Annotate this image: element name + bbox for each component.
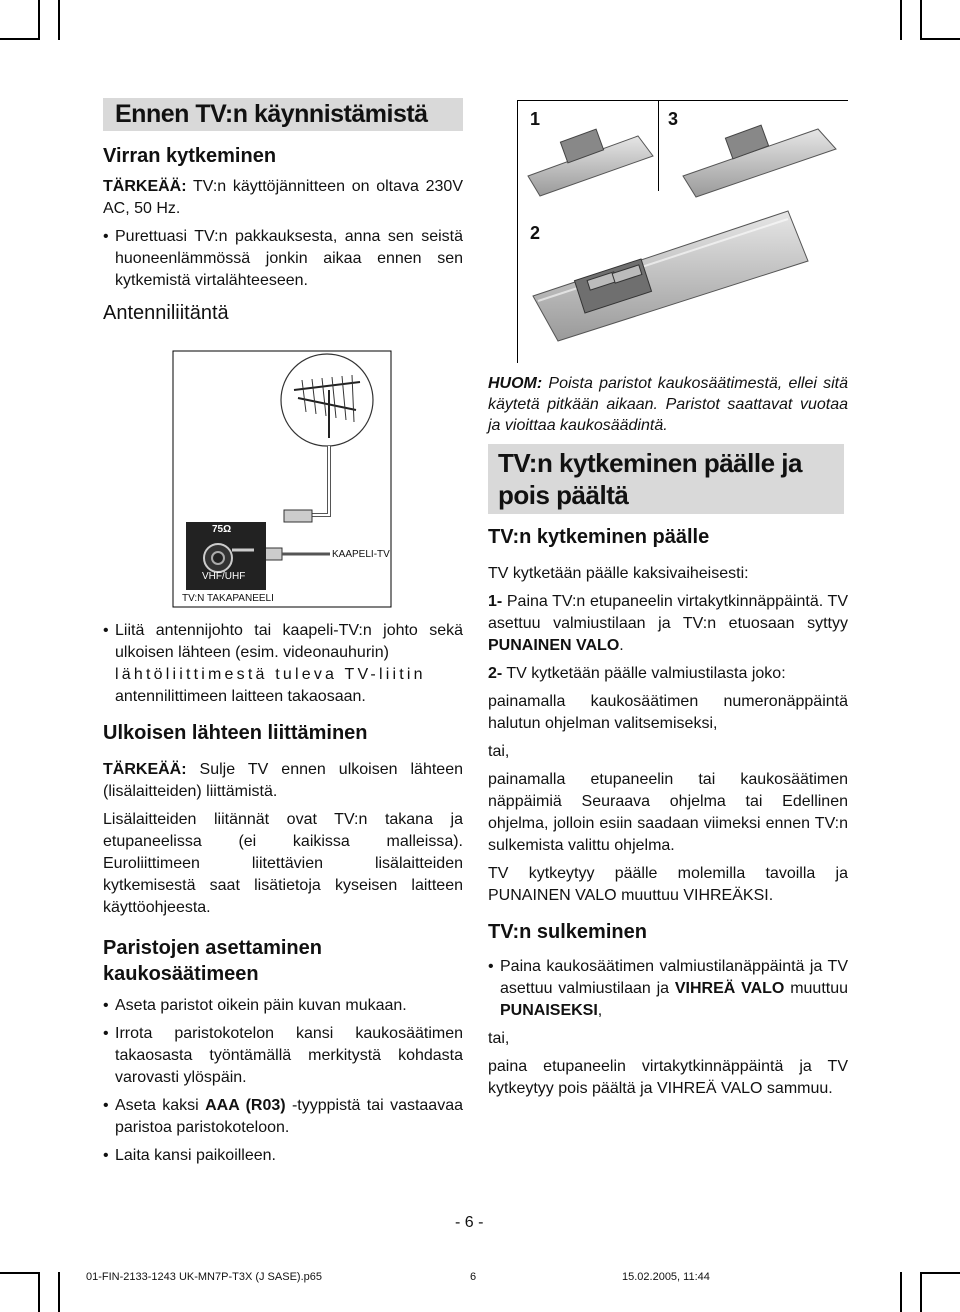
crop-mark xyxy=(900,0,902,40)
battery-bullet-3 xyxy=(103,1095,463,1139)
external-heading: Ulkoisen lähteen liittäminen xyxy=(103,722,368,744)
power-off-text: Paina kaukosäätimen valmiustilanäppäintä ja TV asettuu valmiustilaan ja xyxy=(500,958,848,997)
batteries-heading: Paristojen asettaminen kaukosäätimeen xyxy=(103,937,322,985)
power-off-mid: muuttuu xyxy=(784,980,849,997)
vhf-uhf-label: VHF/UHF xyxy=(202,571,246,582)
important-label: TÄRKEÄÄ: xyxy=(103,178,187,195)
antenna-bullet-text-1: Liitä antennijohto tai kaapeli-TV:n johto sekä ulkoisen lähteen (esim. videonauhurin) xyxy=(115,622,463,661)
crop-mark xyxy=(0,1272,40,1274)
power-off-end: , xyxy=(597,1002,603,1019)
antenna-bullet-text-2: lähtöliittimestä tuleva TV-liitin xyxy=(115,666,426,683)
antenna-heading: Antenniliitäntä xyxy=(103,302,229,324)
footer-file: 01-FIN-2133-1243 UK-MN7P-T3X (J SASE).p65 xyxy=(86,1271,322,1283)
cable-tv-label: KAAPELI-TV xyxy=(332,549,390,560)
remote-illustration xyxy=(518,101,848,363)
step-1-number: 1- xyxy=(488,593,503,610)
step-3-label: 3 xyxy=(668,109,679,129)
crop-mark xyxy=(0,38,40,40)
remote-figure xyxy=(517,100,848,363)
section-title-power: TV:n kytkeminen päälle ja pois päältä xyxy=(488,444,844,514)
red-light-label: PUNAINEN VALO xyxy=(488,637,620,654)
crop-mark xyxy=(58,1272,60,1312)
crop-mark xyxy=(920,0,922,40)
battery-bullet-3-pre: Aseta kaksi xyxy=(115,1097,206,1114)
rear-panel-label: TV:N TAKAPANEELI xyxy=(182,593,274,604)
note xyxy=(488,373,848,436)
step-2-text: TV kytketään päälle valmiustilasta joko: xyxy=(502,665,786,682)
step-2-number: 2- xyxy=(488,665,503,682)
left-column-lower xyxy=(103,620,463,1173)
power-bullet: • Purettuasi TV:n pakkauksesta, anna sen seistä huoneenlämmössä jonkin aikaa ennen sen kytkemistä virtalähteeseen. xyxy=(103,226,463,292)
crop-mark xyxy=(920,1272,922,1312)
antenna-diagram-svg xyxy=(172,350,392,608)
power-on-step-2 xyxy=(488,663,848,685)
right-column xyxy=(488,373,848,1106)
step-1-text: Paina TV:n etupaneelin virtakytkinnäppäintä. TV asettuu valmiustilaan ja TV:n etuosaan syttyy xyxy=(488,593,848,632)
antenna-bullet xyxy=(103,620,463,708)
power-on-option-1: painamalla kaukosäätimen numeronäppäintä halutun ohjelman valitsemiseksi, xyxy=(488,693,848,732)
power-off-heading: TV:n sulkeminen xyxy=(488,921,647,943)
important-text: TV:n käyttöjännitteen on oltava 230V AC, 50 Hz. xyxy=(103,178,463,217)
footer-date: 15.02.2005, 11:44 xyxy=(622,1271,710,1283)
power-on-heading: TV:n kytkeminen päälle xyxy=(488,526,710,548)
or-text: tai, xyxy=(488,1030,510,1047)
step-2-label: 2 xyxy=(530,223,541,243)
port-75-label: 75Ω xyxy=(212,524,232,535)
crop-mark xyxy=(920,38,960,40)
crop-mark xyxy=(58,0,60,40)
battery-bullet-1: • Aseta paristot oikein päin kuvan mukaan. xyxy=(103,995,463,1017)
power-off-bullet xyxy=(488,956,848,1022)
step-1-label: 1 xyxy=(530,109,541,129)
power-on-result: TV kytkeytyy päälle molemilla tavoilla ja PUNAINEN VALO muuttuu VIHREÄKSI. xyxy=(488,865,848,904)
battery-bullet-2: • Irrota paristokotelon kansi kaukosäätimen takaosasta työntämällä merkitystä kohdasta varovasti ylöspäin. xyxy=(103,1023,463,1089)
crop-mark xyxy=(900,1272,902,1312)
note-text: Poista paristot kaukosäätimestä, ellei sitä käytetä pitkään aikaan. Paristot saattavat vuotaa ja vioittaa kaukosäädintä. xyxy=(488,375,848,434)
note-label: HUOM: xyxy=(488,375,543,392)
footer-page: 6 xyxy=(470,1271,477,1283)
power-off-alt: paina etupaneelin virtakytkinnäppäintä ja TV kytkeytyy pois päältä ja VIHREÄ VALO sammuu. xyxy=(488,1058,848,1097)
crop-mark xyxy=(38,1272,40,1312)
power-heading: Virran kytkeminen xyxy=(103,145,277,167)
section-title: Ennen TV:n käynnistämistä xyxy=(103,98,463,131)
important-text: Sulje TV ennen ulkoisen lähteen (lisälaitteiden) liittämistä. xyxy=(103,761,463,800)
red-label: PUNAISEKSI xyxy=(500,1002,598,1019)
antenna-icon xyxy=(281,354,373,446)
left-column xyxy=(103,98,463,333)
external-important xyxy=(103,759,463,803)
battery-bullet-4: • Laita kansi paikoilleen. xyxy=(103,1145,463,1167)
page-number: - 6 - xyxy=(455,1214,484,1231)
important-label: TÄRKEÄÄ: xyxy=(103,761,187,778)
battery-type: AAA (R03) xyxy=(205,1097,286,1114)
step-1-end: . xyxy=(619,637,624,654)
green-light-label: VIHREÄ VALO xyxy=(674,980,785,997)
antenna-bullet-text-3: antennilittimeen laitteen takaosaan. xyxy=(115,688,366,705)
battery-bullet-3-post: -tyyppistä tai vastaavaa paristoa paristokoteloon. xyxy=(115,1097,464,1136)
crop-mark xyxy=(38,0,40,40)
power-important xyxy=(103,176,463,220)
external-para: Lisälaitteiden liitännät ovat TV:n takana ja etupaneelissa (ei kaikissa malleissa). Euroliittimeen liitettävien lisälaitteiden kytkemisestä saat lisätietoja kyseisen laitteen käyttöohjeesta. xyxy=(103,811,463,916)
antenna-diagram xyxy=(172,350,392,608)
power-on-intro: TV kytketään päälle kaksivaiheisesti: xyxy=(488,565,749,582)
crop-mark xyxy=(920,1272,960,1274)
power-on-option-2: painamalla etupaneelin tai kaukosäätimen näppäimiä Seuraava ohjelma tai Edellinen ohjelma, jolloin esiin saadaan viimeksi ennen TV:n sulkemista valittu ohjelma. xyxy=(488,771,848,854)
power-on-step-1 xyxy=(488,591,848,657)
or-text: tai, xyxy=(488,743,510,760)
